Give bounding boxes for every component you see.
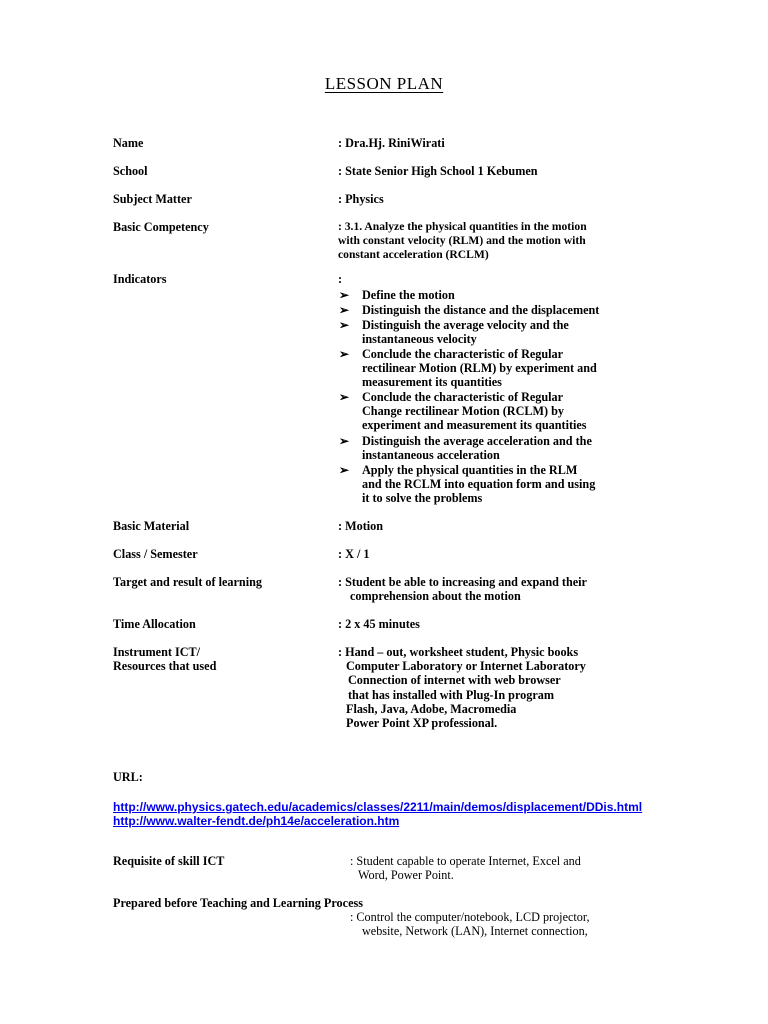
skill-ict-label: Requisite of skill ICT (113, 854, 225, 868)
indicator-line: Distinguish the average acceleration and the (362, 434, 592, 448)
instrument-value (338, 645, 586, 730)
arrow-bullet-icon: ➢ (339, 318, 350, 332)
target-line: : Student be able to increasing and expand their (338, 575, 587, 589)
indicator-line: Distinguish the average velocity and the (362, 318, 569, 332)
indicator-line: Apply the physical quantities in the RLM (362, 463, 578, 477)
class-label: Class / Semester (113, 547, 198, 561)
instrument-line: Power Point XP professional. (346, 716, 498, 731)
indicator-line: Distinguish the distance and the displacement (362, 303, 600, 317)
instrument-line: Connection of internet with web browser (348, 673, 561, 688)
indicator-item (362, 288, 455, 302)
material-value: : Motion (338, 519, 384, 533)
target-label: Target and result of learning (113, 575, 262, 589)
indicator-line: it to solve the problems (362, 491, 483, 506)
skill-ict-line: : Student capable to operate Internet, Excel and (350, 854, 581, 868)
indicators-label: Indicators (113, 272, 167, 286)
class-value: : X / 1 (338, 547, 370, 561)
arrow-bullet-icon: ➢ (339, 288, 350, 302)
indicator-line: experiment and measurement its quantities (362, 418, 587, 433)
indicator-line: Conclude the characteristic of Regular (362, 390, 564, 404)
prepared-line: : Control the computer/notebook, LCD projector, (350, 910, 590, 924)
instrument-line: that has installed with Plug-In program (348, 687, 554, 702)
indicator-line: and the RCLM into equation form and using (362, 477, 596, 492)
time-value: : 2 x 45 minutes (338, 617, 420, 631)
instrument-line: Flash, Java, Adobe, Macromedia (346, 701, 517, 716)
target-line: comprehension about the motion (350, 589, 521, 604)
indicator-item (362, 463, 595, 506)
name-label: Name (113, 136, 144, 150)
subject-value: : Physics (338, 192, 384, 206)
arrow-bullet-icon: ➢ (339, 303, 350, 317)
competency-line: constant acceleration (RCLM) (338, 248, 489, 262)
url-link-walter-fendt[interactable]: http://www.walter-fendt.de/ph14e/acceleration.htm (113, 814, 400, 828)
indicator-item (362, 318, 569, 346)
indicator-line: Conclude the characteristic of Regular (362, 347, 564, 361)
arrow-bullet-icon: ➢ (339, 390, 350, 404)
competency-value (338, 220, 587, 263)
url-link-physics-gatech[interactable]: http://www.physics.gatech.edu/academics/classes/2211/main/demos/displacement/DDis.html (113, 800, 643, 814)
instrument-label (113, 645, 216, 673)
indicator-line: Define the motion (362, 288, 455, 302)
arrow-bullet-icon: ➢ (339, 347, 350, 361)
instrument-label-line: Instrument ICT/ (113, 645, 201, 659)
url-label: URL: (113, 770, 143, 784)
indicator-item (362, 347, 597, 390)
competency-line: : 3.1. Analyze the physical quantities in the motion (338, 220, 587, 233)
indicator-item (362, 303, 599, 317)
target-value (338, 575, 587, 603)
indicator-item (362, 390, 587, 433)
arrow-bullet-icon: ➢ (339, 434, 350, 448)
skill-ict-line: Word, Power Point. (358, 868, 454, 883)
prepared-line: website, Network (LAN), Internet connection, (362, 924, 588, 939)
indicator-line: Change rectilinear Motion (RCLM) by (362, 404, 564, 419)
indicators-colon: : (338, 272, 343, 286)
page-title: LESSON PLAN (324, 74, 444, 93)
indicator-line: instantaneous acceleration (362, 448, 500, 463)
instrument-label-line: Resources that used (113, 659, 217, 674)
indicator-line: rectilinear Motion (RLM) by experiment and (362, 361, 597, 376)
prepared-label: Prepared before Teaching and Learning Process (113, 896, 363, 910)
time-label: Time Allocation (113, 617, 196, 631)
indicator-item (362, 434, 592, 462)
prepared-value (350, 910, 590, 938)
instrument-line: : Hand – out, worksheet student, Physic books (338, 645, 579, 659)
indicator-line: instantaneous velocity (362, 332, 477, 347)
competency-label: Basic Competency (113, 220, 209, 234)
competency-line: with constant velocity (RLM) and the motion with (338, 234, 586, 248)
name-value: : Dra.Hj. RiniWirati (338, 136, 445, 150)
school-label: School (113, 164, 148, 178)
material-label: Basic Material (113, 519, 190, 533)
school-value: : State Senior High School 1 Kebumen (338, 164, 538, 178)
indicator-line: measurement its quantities (362, 375, 502, 390)
skill-ict-value (350, 854, 581, 882)
arrow-bullet-icon: ➢ (339, 463, 350, 477)
subject-label: Subject Matter (113, 192, 192, 206)
instrument-line: Computer Laboratory or Internet Laboratory (346, 659, 586, 674)
